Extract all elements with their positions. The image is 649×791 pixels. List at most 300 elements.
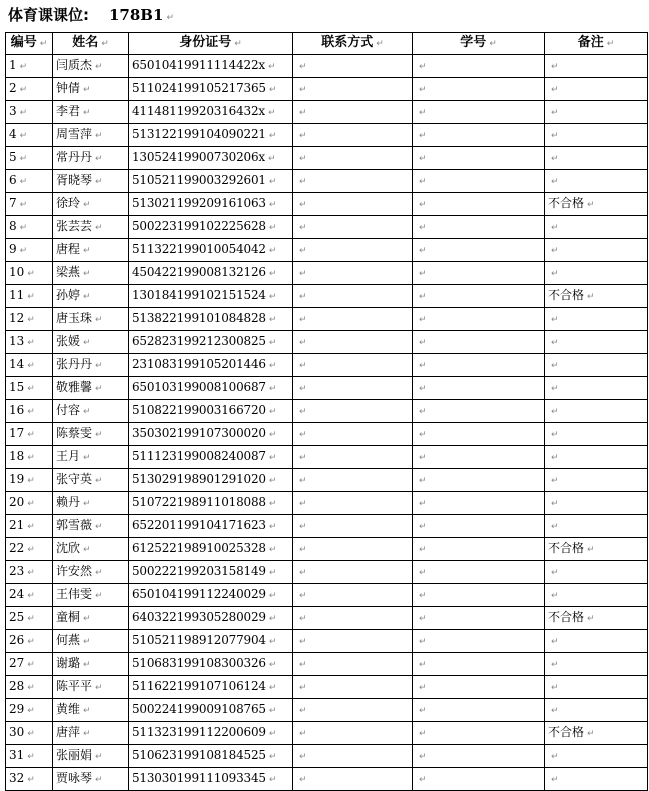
paragraph-mark-icon: ↵ — [299, 407, 307, 417]
cell-id-number — [129, 768, 293, 791]
paragraph-mark-icon: ↵ — [551, 246, 559, 256]
table-row — [6, 699, 648, 722]
cell-remarks — [545, 446, 648, 469]
table-row — [6, 768, 648, 791]
cell-id-number — [129, 308, 293, 331]
paragraph-mark-icon: ↵ — [268, 775, 277, 785]
paragraph-mark-icon: ↵ — [95, 62, 103, 72]
paragraph-mark-icon: ↵ — [551, 85, 559, 95]
cell-remarks — [545, 193, 648, 216]
cell-id-number — [129, 101, 293, 124]
paragraph-mark-icon: ↵ — [95, 154, 103, 164]
paragraph-mark-icon: ↵ — [83, 407, 91, 417]
table-row — [6, 492, 648, 515]
cell-id-number-text: 510521199003292601 — [132, 173, 266, 187]
cell-number-text: 18 — [9, 449, 25, 463]
cell-id-number-text: 513029198901291020 — [132, 472, 266, 486]
cell-name — [53, 262, 129, 285]
paragraph-mark-icon: ↵ — [299, 591, 307, 601]
paragraph-mark-icon: ↵ — [419, 154, 427, 164]
cell-id-number — [129, 722, 293, 745]
cell-number — [6, 469, 53, 492]
cell-name — [53, 607, 129, 630]
cell-contact — [293, 308, 413, 331]
cell-remarks — [545, 124, 648, 147]
paragraph-mark-icon: ↵ — [419, 62, 427, 72]
cell-number-text: 21 — [9, 518, 25, 532]
paragraph-mark-icon: ↵ — [299, 131, 307, 141]
cell-number-text: 5 — [9, 150, 17, 164]
roster-body — [6, 55, 648, 791]
cell-name — [53, 331, 129, 354]
cell-name-text: 孙婷 — [56, 288, 81, 302]
cell-id-number-text: 513021199209161063 — [132, 196, 266, 210]
paragraph-mark-icon: ↵ — [268, 522, 277, 532]
paragraph-mark-icon: ↵ — [299, 775, 307, 785]
cell-number-text: 11 — [9, 288, 25, 302]
cell-contact — [293, 699, 413, 722]
paragraph-mark-icon: ↵ — [27, 614, 35, 624]
paragraph-mark-icon: ↵ — [419, 729, 427, 739]
cell-id-number — [129, 124, 293, 147]
cell-student-id — [413, 423, 545, 446]
cell-remarks — [545, 653, 648, 676]
cell-id-number-text: 510521198912077904 — [132, 633, 266, 647]
paragraph-mark-icon: ↵ — [268, 407, 277, 417]
cell-remarks — [545, 584, 648, 607]
paragraph-mark-icon: ↵ — [83, 453, 91, 463]
table-row — [6, 262, 648, 285]
paragraph-mark-icon: ↵ — [299, 752, 307, 762]
cell-number — [6, 193, 53, 216]
cell-remarks — [545, 216, 648, 239]
paragraph-mark-icon: ↵ — [419, 637, 427, 647]
paragraph-mark-icon: ↵ — [268, 499, 277, 509]
cell-student-id — [413, 354, 545, 377]
cell-remarks — [545, 147, 648, 170]
paragraph-mark-icon: ↵ — [551, 131, 559, 141]
paragraph-mark-icon: ↵ — [587, 614, 595, 624]
cell-remarks — [545, 170, 648, 193]
paragraph-mark-icon: ↵ — [551, 407, 559, 417]
cell-name-text: 谢璐 — [56, 656, 81, 670]
cell-id-number-text: 510683199108300326 — [132, 656, 266, 670]
cell-number — [6, 768, 53, 791]
cell-name-text: 唐玉珠 — [56, 311, 93, 325]
table-header-row — [6, 33, 648, 55]
paragraph-mark-icon: ↵ — [419, 338, 427, 348]
cell-contact — [293, 584, 413, 607]
paragraph-mark-icon: ↵ — [95, 568, 103, 578]
paragraph-mark-icon: ↵ — [551, 568, 559, 578]
cell-number — [6, 170, 53, 193]
cell-id-number-text: 640322199305280029 — [132, 610, 266, 624]
cell-remarks — [545, 607, 648, 630]
cell-number-text: 26 — [9, 633, 25, 647]
table-row — [6, 745, 648, 768]
cell-remarks — [545, 538, 648, 561]
cell-student-id — [413, 55, 545, 78]
table-row — [6, 722, 648, 745]
paragraph-mark-icon: ↵ — [268, 545, 277, 555]
paragraph-mark-icon: ↵ — [419, 614, 427, 624]
cell-name-text: 沈欣 — [56, 541, 81, 555]
cell-number-text: 20 — [9, 495, 25, 509]
table-row — [6, 170, 648, 193]
cell-student-id — [413, 630, 545, 653]
cell-number-text: 9 — [9, 242, 17, 256]
cell-name — [53, 515, 129, 538]
paragraph-mark-icon: ↵ — [268, 637, 277, 647]
paragraph-mark-icon: ↵ — [95, 361, 103, 371]
paragraph-mark-icon: ↵ — [268, 683, 277, 693]
cell-id-number-text: 652201199104171623 — [132, 518, 266, 532]
paragraph-mark-icon: ↵ — [95, 177, 103, 187]
cell-contact — [293, 55, 413, 78]
cell-id-number — [129, 469, 293, 492]
cell-student-id — [413, 147, 545, 170]
table-row — [6, 193, 648, 216]
table-row — [6, 354, 648, 377]
paragraph-mark-icon: ↵ — [95, 775, 103, 785]
paragraph-mark-icon: ↵ — [419, 85, 427, 95]
paragraph-mark-icon: ↵ — [268, 361, 277, 371]
cell-contact — [293, 239, 413, 262]
cell-remarks — [545, 331, 648, 354]
cell-student-id — [413, 538, 545, 561]
paragraph-mark-icon: ↵ — [419, 545, 427, 555]
cell-id-number — [129, 538, 293, 561]
cell-remarks — [545, 354, 648, 377]
paragraph-mark-icon: ↵ — [83, 85, 91, 95]
paragraph-mark-icon: ↵ — [19, 62, 28, 72]
paragraph-mark-icon: ↵ — [551, 315, 559, 325]
cell-remarks — [545, 630, 648, 653]
paragraph-mark-icon: ↵ — [551, 384, 559, 394]
cell-remarks — [545, 745, 648, 768]
cell-name-text: 梁燕 — [56, 265, 81, 279]
paragraph-mark-icon: ↵ — [268, 591, 277, 601]
paragraph-mark-icon: ↵ — [299, 729, 307, 739]
cell-number-text: 29 — [9, 702, 25, 716]
cell-number — [6, 239, 53, 262]
cell-remarks — [545, 768, 648, 791]
cell-name-text: 何燕 — [56, 633, 81, 647]
paragraph-mark-icon: ↵ — [419, 499, 427, 509]
cell-remarks — [545, 423, 648, 446]
paragraph-mark-icon: ↵ — [27, 752, 35, 762]
header-number: 编号 ↵ — [6, 33, 53, 55]
paragraph-mark-icon: ↵ — [299, 338, 307, 348]
paragraph-mark-icon: ↵ — [95, 223, 103, 233]
cell-number-text: 16 — [9, 403, 25, 417]
document-title — [8, 2, 174, 28]
cell-id-number-text: 130184199102151524 — [132, 288, 266, 302]
paragraph-mark-icon: ↵ — [299, 315, 307, 325]
cell-name-text: 胥晓琴 — [56, 173, 93, 187]
table-row — [6, 78, 648, 101]
paragraph-mark-icon: ↵ — [419, 269, 427, 279]
cell-name-text: 张丹丹 — [56, 357, 93, 371]
cell-id-number-text: 513122199104090221 — [132, 127, 266, 141]
cell-id-number-text: 511622199107106124 — [132, 679, 266, 693]
paragraph-mark-icon: ↵ — [27, 430, 35, 440]
cell-id-number-text: 41148119920316432x — [132, 104, 265, 118]
cell-remarks — [545, 699, 648, 722]
cell-name — [53, 492, 129, 515]
cell-number — [6, 147, 53, 170]
cell-remarks — [545, 262, 648, 285]
paragraph-mark-icon: ↵ — [419, 430, 427, 440]
paragraph-mark-icon: ↵ — [83, 108, 91, 118]
paragraph-mark-icon: ↵ — [551, 62, 559, 72]
cell-name-text: 童桐 — [56, 610, 81, 624]
paragraph-mark-icon: ↵ — [551, 361, 559, 371]
paragraph-mark-icon: ↵ — [299, 683, 307, 693]
cell-contact — [293, 423, 413, 446]
cell-student-id — [413, 699, 545, 722]
table-row — [6, 515, 648, 538]
cell-number — [6, 653, 53, 676]
cell-student-id — [413, 216, 545, 239]
table-row — [6, 216, 648, 239]
cell-remarks-text: 不合格 — [548, 725, 585, 739]
paragraph-mark-icon: ↵ — [27, 775, 35, 785]
cell-id-number-text: 500224199009108765 — [132, 702, 266, 716]
cell-contact — [293, 193, 413, 216]
cell-contact — [293, 768, 413, 791]
paragraph-mark-icon: ↵ — [268, 269, 277, 279]
paragraph-mark-icon: ↵ — [551, 177, 559, 187]
paragraph-mark-icon: ↵ — [299, 660, 307, 670]
cell-name — [53, 676, 129, 699]
paragraph-mark-icon: ↵ — [267, 62, 276, 72]
cell-id-number — [129, 492, 293, 515]
cell-number — [6, 216, 53, 239]
cell-number-text: 14 — [9, 357, 25, 371]
cell-student-id — [413, 308, 545, 331]
cell-id-number — [129, 400, 293, 423]
cell-id-number — [129, 193, 293, 216]
paragraph-mark-icon: ↵ — [19, 223, 28, 233]
cell-contact — [293, 170, 413, 193]
paragraph-mark-icon: ↵ — [268, 476, 277, 486]
cell-number-text: 17 — [9, 426, 25, 440]
cell-name — [53, 377, 129, 400]
cell-name-text: 闫质杰 — [56, 58, 93, 72]
cell-student-id — [413, 607, 545, 630]
paragraph-mark-icon: ↵ — [551, 476, 559, 486]
cell-student-id — [413, 78, 545, 101]
paragraph-mark-icon: ↵ — [95, 591, 103, 601]
cell-name — [53, 308, 129, 331]
cell-remarks — [545, 239, 648, 262]
cell-id-number — [129, 354, 293, 377]
cell-id-number — [129, 745, 293, 768]
cell-id-number — [129, 239, 293, 262]
paragraph-mark-icon: ↵ — [83, 637, 91, 647]
paragraph-mark-icon: ↵ — [268, 568, 277, 578]
paragraph-mark-icon: ↵ — [83, 338, 91, 348]
paragraph-mark-icon: ↵ — [83, 200, 91, 210]
cell-name — [53, 55, 129, 78]
title-code: 178B1 — [109, 6, 164, 24]
cell-number-text: 2 — [9, 81, 17, 95]
cell-remarks — [545, 492, 648, 515]
cell-number — [6, 400, 53, 423]
cell-name — [53, 538, 129, 561]
paragraph-mark-icon: ↵ — [268, 729, 277, 739]
cell-number — [6, 78, 53, 101]
paragraph-mark-icon: ↵ — [419, 476, 427, 486]
cell-id-number-text: 650103199008100687 — [132, 380, 266, 394]
paragraph-mark-icon: ↵ — [95, 476, 103, 486]
cell-name — [53, 239, 129, 262]
cell-name-text: 黄维 — [56, 702, 81, 716]
cell-remarks-text: 不合格 — [548, 288, 585, 302]
paragraph-mark-icon: ↵ — [299, 292, 307, 302]
cell-id-number-text: 13052419900730206x — [132, 150, 265, 164]
cell-id-number — [129, 676, 293, 699]
cell-contact — [293, 216, 413, 239]
cell-id-number — [129, 515, 293, 538]
cell-name-text: 付容 — [56, 403, 81, 417]
paragraph-mark-icon: ↵ — [27, 568, 35, 578]
cell-student-id — [413, 331, 545, 354]
paragraph-mark-icon: ↵ — [268, 315, 277, 325]
cell-number-text: 10 — [9, 265, 25, 279]
paragraph-mark-icon: ↵ — [268, 430, 277, 440]
paragraph-mark-icon: ↵ — [551, 453, 559, 463]
cell-name — [53, 768, 129, 791]
paragraph-mark-icon: ↵ — [419, 131, 427, 141]
paragraph-mark-icon: ↵ — [83, 545, 91, 555]
cell-name — [53, 216, 129, 239]
cell-contact — [293, 446, 413, 469]
paragraph-mark-icon: ↵ — [299, 269, 307, 279]
cell-contact — [293, 147, 413, 170]
cell-number-text: 7 — [9, 196, 17, 210]
table-row — [6, 239, 648, 262]
paragraph-mark-icon: ↵ — [268, 338, 277, 348]
cell-name — [53, 630, 129, 653]
cell-name — [53, 147, 129, 170]
paragraph-mark-icon: ↵ — [551, 269, 559, 279]
cell-name-text: 王月 — [56, 449, 81, 463]
paragraph-mark-icon: ↵ — [19, 177, 28, 187]
cell-id-number-text: 510623199108184525 — [132, 748, 266, 762]
cell-id-number — [129, 262, 293, 285]
paragraph-mark-icon: ↵ — [299, 614, 307, 624]
cell-student-id — [413, 170, 545, 193]
paragraph-mark-icon: ↵ — [27, 338, 35, 348]
cell-number — [6, 745, 53, 768]
title-label: 体育课课位: — [8, 6, 89, 24]
table-row — [6, 584, 648, 607]
paragraph-mark-icon: ↵ — [419, 108, 427, 118]
paragraph-mark-icon: ↵ — [419, 246, 427, 256]
cell-student-id — [413, 124, 545, 147]
cell-student-id — [413, 722, 545, 745]
paragraph-mark-icon: ↵ — [299, 453, 307, 463]
cell-number — [6, 308, 53, 331]
cell-contact — [293, 400, 413, 423]
cell-number — [6, 446, 53, 469]
table-row — [6, 55, 648, 78]
cell-id-number-text: 350302199107300020 — [132, 426, 266, 440]
table-row — [6, 630, 648, 653]
cell-number — [6, 262, 53, 285]
cell-student-id — [413, 515, 545, 538]
paragraph-mark-icon: ↵ — [27, 637, 35, 647]
paragraph-mark-icon: ↵ — [551, 660, 559, 670]
paragraph-mark-icon: ↵ — [299, 706, 307, 716]
paragraph-mark-icon: ↵ — [419, 223, 427, 233]
paragraph-mark-icon: ↵ — [19, 200, 28, 210]
cell-number — [6, 423, 53, 446]
cell-student-id — [413, 492, 545, 515]
cell-name-text: 张媛 — [56, 334, 81, 348]
cell-name — [53, 561, 129, 584]
table-row — [6, 676, 648, 699]
paragraph-mark-icon: ↵ — [27, 361, 35, 371]
paragraph-mark-icon: ↵ — [587, 292, 595, 302]
paragraph-mark-icon: ↵ — [419, 361, 427, 371]
cell-id-number — [129, 446, 293, 469]
paragraph-mark-icon: ↵ — [551, 683, 559, 693]
cell-number — [6, 331, 53, 354]
paragraph-mark-icon: ↵ — [268, 246, 277, 256]
cell-student-id — [413, 239, 545, 262]
cell-id-number-text: 450422199008132126 — [132, 265, 266, 279]
cell-id-number — [129, 78, 293, 101]
cell-id-number-text: 65010419911114422x — [132, 58, 265, 72]
paragraph-mark-icon: ↵ — [27, 522, 35, 532]
header-name: 姓名 ↵ — [53, 33, 129, 55]
cell-id-number — [129, 607, 293, 630]
cell-id-number-text: 511024199105217365 — [132, 81, 266, 95]
cell-id-number-text: 612522198910025328 — [132, 541, 266, 555]
cell-number — [6, 492, 53, 515]
paragraph-mark-icon: ↵ — [83, 269, 91, 279]
cell-name-text: 陈平平 — [56, 679, 93, 693]
cell-id-number — [129, 561, 293, 584]
cell-remarks — [545, 78, 648, 101]
cell-contact — [293, 469, 413, 492]
cell-name — [53, 193, 129, 216]
cell-student-id — [413, 561, 545, 584]
cell-number — [6, 676, 53, 699]
cell-remarks-text: 不合格 — [548, 610, 585, 624]
cell-contact — [293, 377, 413, 400]
paragraph-mark-icon: ↵ — [268, 614, 277, 624]
cell-name — [53, 170, 129, 193]
cell-name-text: 钟倩 — [56, 81, 81, 95]
paragraph-mark-icon: ↵ — [419, 177, 427, 187]
cell-number-text: 6 — [9, 173, 17, 187]
cell-number — [6, 607, 53, 630]
cell-remarks — [545, 676, 648, 699]
cell-number-text: 27 — [9, 656, 25, 670]
paragraph-mark-icon: ↵ — [27, 292, 35, 302]
paragraph-mark-icon: ↵ — [299, 499, 307, 509]
paragraph-mark-icon: ↵ — [19, 131, 28, 141]
cell-id-number — [129, 55, 293, 78]
cell-number-text: 8 — [9, 219, 17, 233]
cell-number — [6, 699, 53, 722]
cell-name — [53, 722, 129, 745]
cell-remarks — [545, 469, 648, 492]
